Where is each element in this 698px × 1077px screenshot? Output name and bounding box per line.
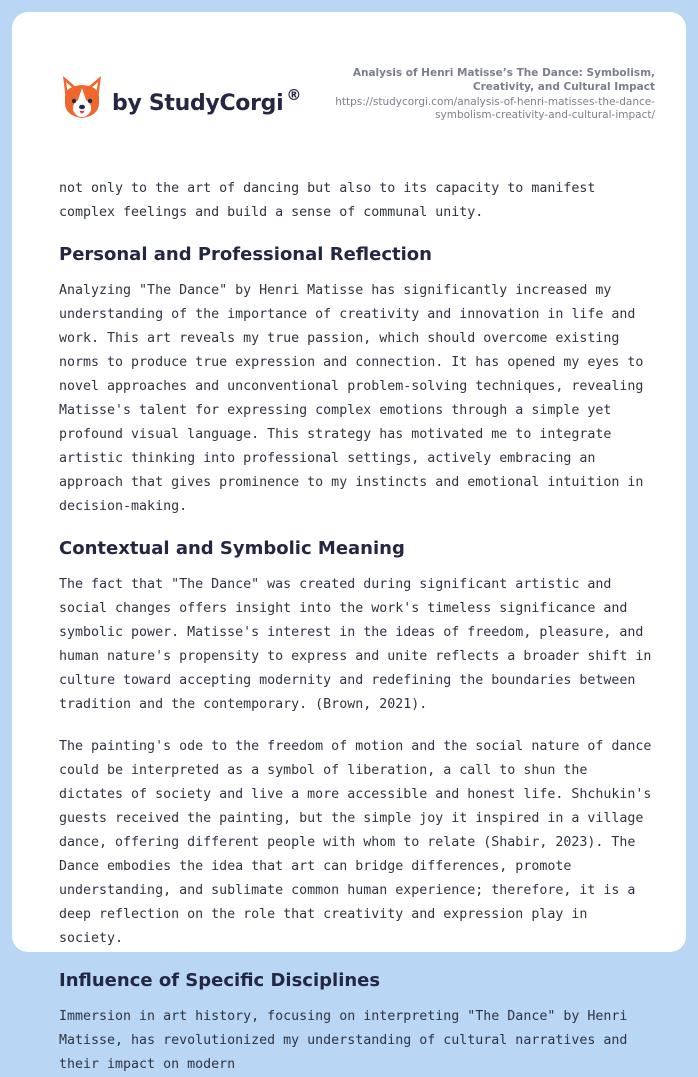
paragraph-contextual-meaning-1: The fact that "The Dance" was created during significant artistic and social changes offers insight into the work's timeless significance and symbolic power. Matisse's interest in the ideas of freedom, pleasure, and human nature's propensity to express and unite reflects a broader shift in culture toward accepting modernity and redefining the boundaries between tradition and the contemporary. (Brown, 2021). — [59, 577, 652, 712]
section-heading-specific-disciplines: Influence of Specific Disciplines — [59, 970, 381, 991]
studycorgi-logo[interactable] — [60, 74, 301, 122]
corgi-logo-icon — [60, 74, 104, 122]
section-heading-personal-reflection: Personal and Professional Reflection — [59, 244, 432, 265]
document-title: Analysis of Henri Matisse’s The Dance: Symbolism, Creativity, and Cultural Impact — [352, 67, 655, 93]
intro-paragraph: not only to the art of dancing but also to its capacity to manifest complex feelings and build a sense of communal unity. — [59, 181, 596, 220]
document-page — [12, 12, 686, 1072]
paragraph-specific-disciplines: Immersion in art history, focusing on interpreting "The Dance" by Henri Matisse, has revolutionized my understanding of cultural narratives and their impact on modern — [59, 1009, 628, 1072]
registered-mark: ® — [286, 86, 302, 104]
brand-name: by StudyCorgi ® — [112, 86, 302, 116]
paragraph-contextual-meaning-2: The painting's ode to the freedom of motion and the social nature of dance could be interpreted as a symbol of liberation, a call to shun the dictates of society and live a more accessible and honest life. Shchukin's guests received the painting, but the simple joy it inspired in a village dance, offering different people with whom to relate (Shabir, 2023). The Dance embodies the idea that art can bridge differences, promote understanding, and sublimate common human experience; therefore, it is a deep reflection on the role that creativity and expression play in society. — [59, 739, 652, 946]
document-url[interactable]: https://studycorgi.com/analysis-of-henri-matisses-the-dance-symbolism-creativity-and-cultural-impact/ — [335, 96, 655, 121]
paragraph-personal-reflection: Analyzing "The Dance" by Henri Matisse has significantly increased my understanding of the importance of creativity and innovation in life and work. This art reveals my true passion, which should overcome existing norms to produce true expression and connection. It has opened my eyes to novel approaches and unconventional problem-solving techniques, revealing Matisse's talent for expressing complex emotions through a simple yet profound visual language. This strategy has motivated me to integrate artistic thinking into professional settings, actively embracing an approach that gives prominence to my instincts and emotional intuition in decision-making. — [59, 283, 644, 514]
document-meta — [295, 66, 655, 122]
section-heading-contextual-meaning: Contextual and Symbolic Meaning — [59, 538, 405, 559]
document-body — [59, 177, 653, 1077]
